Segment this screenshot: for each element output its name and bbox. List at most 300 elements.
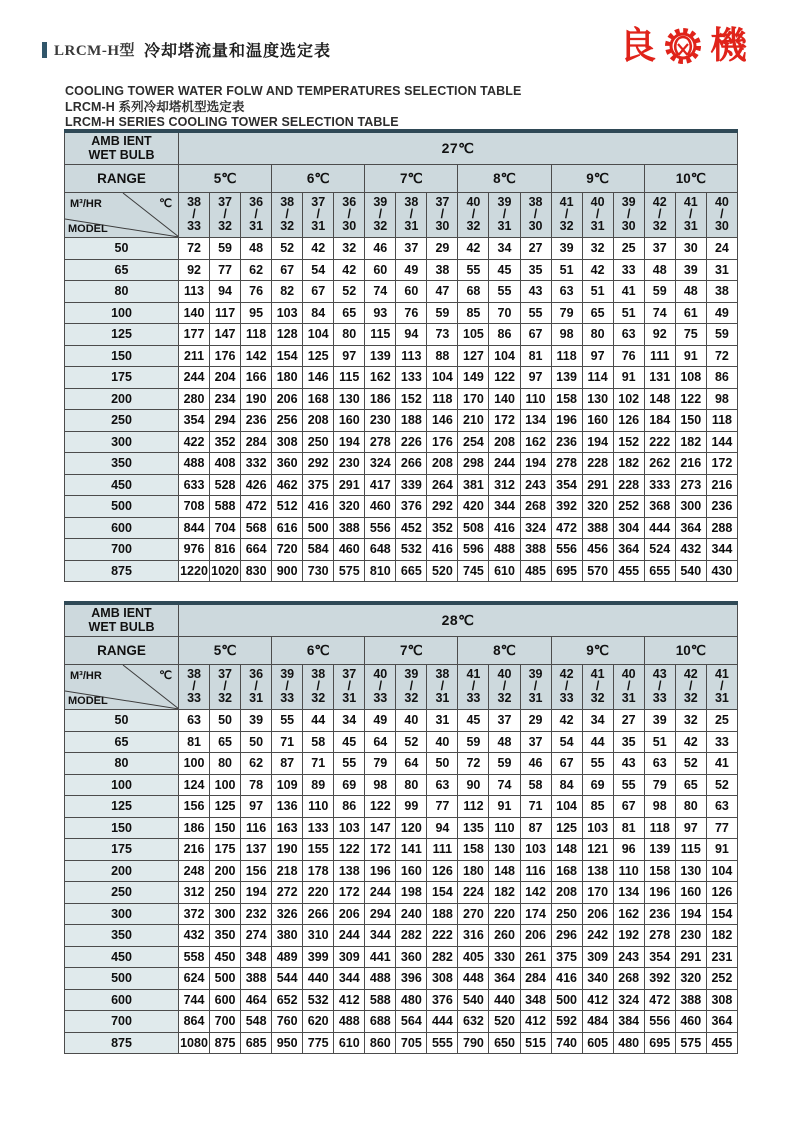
flow-value-cell: 79 [365, 753, 396, 775]
flow-value-cell: 194 [520, 453, 551, 475]
flow-value-cell: 704 [210, 517, 241, 539]
flow-value-cell: 610 [334, 1032, 365, 1054]
celsius-label: ℃ [159, 198, 172, 210]
flow-value-cell: 137 [241, 839, 272, 861]
flow-value-cell: 190 [272, 839, 303, 861]
flow-value-cell: 556 [551, 539, 582, 561]
flow-value-cell: 875 [210, 1032, 241, 1054]
flow-value-cell: 80 [334, 324, 365, 346]
flow-value-cell: 100 [210, 774, 241, 796]
flow-value-cell: 540 [675, 560, 706, 582]
flow-value-cell: 372 [179, 903, 210, 925]
flow-value-cell: 695 [644, 1032, 675, 1054]
flow-value-cell: 252 [706, 968, 737, 990]
temp-pair-cell: 41 / 31 [675, 193, 706, 238]
flow-unit-label: M³/HR [70, 670, 102, 682]
flow-value-cell: 69 [334, 774, 365, 796]
table-row [65, 453, 738, 475]
model-cell: 875 [65, 560, 179, 582]
flow-value-cell: 430 [706, 560, 737, 582]
model-cell: 500 [65, 496, 179, 518]
flow-value-cell: 250 [210, 882, 241, 904]
flow-value-cell: 172 [706, 453, 737, 475]
flow-value-cell: 190 [241, 388, 272, 410]
flow-value-cell: 344 [365, 925, 396, 947]
flow-value-cell: 324 [365, 453, 396, 475]
flow-value-cell: 344 [334, 968, 365, 990]
doc-header [42, 38, 331, 61]
flow-value-cell: 77 [706, 817, 737, 839]
flow-value-cell: 91 [489, 796, 520, 818]
flow-value-cell: 52 [396, 731, 427, 753]
flow-value-cell: 33 [706, 731, 737, 753]
flow-value-cell: 224 [458, 882, 489, 904]
flow-unit-label: M³/HR [70, 198, 102, 210]
table-row [65, 345, 738, 367]
flow-value-cell: 500 [303, 517, 334, 539]
model-cell: 175 [65, 367, 179, 389]
flow-value-cell: 103 [272, 302, 303, 324]
flow-value-cell: 99 [396, 796, 427, 818]
flow-value-cell: 58 [520, 774, 551, 796]
model-cell: 200 [65, 388, 179, 410]
selection-table-27c [64, 129, 738, 582]
temp-pair-cell: 40 / 31 [613, 665, 644, 710]
flow-value-cell: 122 [489, 367, 520, 389]
flow-value-cell: 71 [303, 753, 334, 775]
table-row [65, 710, 738, 732]
flow-value-cell: 291 [334, 474, 365, 496]
flow-value-cell: 37 [489, 710, 520, 732]
temp-pair-cell: 38 / 33 [179, 665, 210, 710]
title-line-en-2: LRCM-H SERIES COOLING TOWER SELECTION TABLE [65, 115, 399, 130]
flow-value-cell: 472 [551, 517, 582, 539]
flow-value-cell: 41 [706, 753, 737, 775]
flow-value-cell: 31 [427, 710, 458, 732]
flow-value-cell: 109 [272, 774, 303, 796]
flow-value-cell: 91 [675, 345, 706, 367]
flow-value-cell: 244 [489, 453, 520, 475]
flow-value-cell: 324 [613, 989, 644, 1011]
flow-value-cell: 39 [675, 259, 706, 281]
flow-value-cell: 462 [272, 474, 303, 496]
flow-value-cell: 127 [458, 345, 489, 367]
flow-value-cell: 864 [179, 1011, 210, 1033]
flow-value-cell: 79 [551, 302, 582, 324]
flow-value-cell: 130 [489, 839, 520, 861]
flow-value-cell: 230 [334, 453, 365, 475]
flow-value-cell: 412 [520, 1011, 551, 1033]
flow-value-cell: 520 [489, 1011, 520, 1033]
flow-value-cell: 520 [427, 560, 458, 582]
flow-value-cell: 228 [613, 474, 644, 496]
flow-value-cell: 376 [427, 989, 458, 1011]
temp-pair-cell: 37 / 32 [210, 665, 241, 710]
flow-value-cell: 91 [706, 839, 737, 861]
flow-value-cell: 304 [613, 517, 644, 539]
range-temperature: 8℃ [458, 165, 551, 193]
selection-table-28c [64, 601, 738, 1054]
flow-value-cell: 230 [675, 925, 706, 947]
flow-value-cell: 268 [520, 496, 551, 518]
flow-value-cell: 450 [210, 946, 241, 968]
flow-value-cell: 45 [489, 259, 520, 281]
flow-value-cell: 126 [706, 882, 737, 904]
flow-value-cell: 236 [551, 431, 582, 453]
temp-pair-cell: 38 / 30 [520, 193, 551, 238]
flow-value-cell: 324 [520, 517, 551, 539]
flow-value-cell: 79 [644, 774, 675, 796]
temp-pair-cell: 42 / 33 [551, 665, 582, 710]
flow-value-cell: 37 [396, 238, 427, 260]
flow-value-cell: 460 [334, 539, 365, 561]
flow-value-cell: 69 [582, 774, 613, 796]
flow-value-cell: 664 [241, 539, 272, 561]
flow-value-cell: 665 [396, 560, 427, 582]
flow-value-cell: 216 [706, 474, 737, 496]
flow-value-cell: 222 [427, 925, 458, 947]
flow-value-cell: 270 [458, 903, 489, 925]
flow-value-cell: 441 [365, 946, 396, 968]
flow-value-cell: 388 [520, 539, 551, 561]
flow-value-cell: 115 [334, 367, 365, 389]
flow-value-cell: 38 [427, 259, 458, 281]
flow-value-cell: 147 [365, 817, 396, 839]
flow-value-cell: 64 [365, 731, 396, 753]
flow-value-cell: 284 [520, 968, 551, 990]
flow-value-cell: 186 [179, 817, 210, 839]
flow-value-cell: 116 [241, 817, 272, 839]
flow-value-cell: 32 [675, 710, 706, 732]
flow-value-cell: 55 [458, 259, 489, 281]
flow-value-cell: 75 [675, 324, 706, 346]
flow-value-cell: 150 [675, 410, 706, 432]
flow-value-cell: 228 [582, 453, 613, 475]
flow-value-cell: 52 [334, 281, 365, 303]
flow-value-cell: 55 [334, 753, 365, 775]
flow-value-cell: 320 [675, 968, 706, 990]
temp-pair-cell: 40 / 33 [365, 665, 396, 710]
flow-value-cell: 146 [303, 367, 334, 389]
flow-value-cell: 63 [644, 753, 675, 775]
flow-value-cell: 154 [427, 882, 458, 904]
gear-icon [663, 26, 703, 66]
flow-value-cell: 104 [706, 860, 737, 882]
flow-value-cell: 570 [582, 560, 613, 582]
flow-value-cell: 388 [675, 989, 706, 1011]
flow-value-cell: 170 [582, 882, 613, 904]
flow-value-cell: 162 [365, 367, 396, 389]
flow-value-cell: 220 [303, 882, 334, 904]
flow-value-cell: 121 [582, 839, 613, 861]
range-temperature: 9℃ [551, 165, 644, 193]
flow-value-cell: 42 [303, 238, 334, 260]
flow-value-cell: 652 [272, 989, 303, 1011]
flow-value-cell: 54 [551, 731, 582, 753]
flow-value-cell: 380 [272, 925, 303, 947]
flow-value-cell: 45 [458, 710, 489, 732]
flow-value-cell: 708 [179, 496, 210, 518]
model-cell: 450 [65, 946, 179, 968]
flow-value-cell: 1080 [179, 1032, 210, 1054]
flow-value-cell: 163 [272, 817, 303, 839]
temp-pair-cell: 38 / 32 [303, 665, 334, 710]
flow-value-cell: 610 [489, 560, 520, 582]
doc-title-zh: 冷却塔流量和温度选定表 [144, 43, 332, 60]
flow-value-cell: 175 [210, 839, 241, 861]
flow-value-cell: 600 [210, 989, 241, 1011]
model-cell: 500 [65, 968, 179, 990]
flow-value-cell: 63 [706, 796, 737, 818]
flow-value-cell: 103 [520, 839, 551, 861]
flow-value-cell: 133 [303, 817, 334, 839]
flow-value-cell: 67 [520, 324, 551, 346]
range-temperature: 8℃ [458, 637, 551, 665]
flow-value-cell: 50 [241, 731, 272, 753]
model-cell: 125 [65, 324, 179, 346]
flow-value-cell: 860 [365, 1032, 396, 1054]
flow-value-cell: 310 [303, 925, 334, 947]
flow-value-cell: 444 [427, 1011, 458, 1033]
flow-value-cell: 900 [272, 560, 303, 582]
flow-value-cell: 332 [241, 453, 272, 475]
flow-value-cell: 730 [303, 560, 334, 582]
flow-value-cell: 456 [582, 539, 613, 561]
flow-value-cell: 375 [551, 946, 582, 968]
flow-value-cell: 950 [272, 1032, 303, 1054]
flow-value-cell: 158 [458, 839, 489, 861]
temp-pair-cell: 40 / 31 [582, 193, 613, 238]
model-cell: 150 [65, 817, 179, 839]
flow-value-cell: 440 [303, 968, 334, 990]
flow-value-cell: 55 [613, 774, 644, 796]
flow-value-cell: 43 [520, 281, 551, 303]
wet-bulb-temperature: 28℃ [179, 603, 738, 637]
flow-value-cell: 291 [675, 946, 706, 968]
table-row [65, 860, 738, 882]
flow-value-cell: 184 [644, 410, 675, 432]
temp-pair-cell: 39 / 33 [272, 665, 303, 710]
model-cell: 350 [65, 453, 179, 475]
temp-pair-cell: 42 / 32 [675, 665, 706, 710]
flow-value-cell: 976 [179, 539, 210, 561]
flow-value-cell: 78 [241, 774, 272, 796]
flow-value-cell: 92 [644, 324, 675, 346]
flow-value-cell: 432 [675, 539, 706, 561]
flow-value-cell: 130 [334, 388, 365, 410]
flow-value-cell: 92 [179, 259, 210, 281]
flow-value-cell: 46 [365, 238, 396, 260]
flow-value-cell: 620 [303, 1011, 334, 1033]
flow-value-cell: 68 [458, 281, 489, 303]
table-row [65, 496, 738, 518]
temp-pair-cell: 40 / 32 [489, 665, 520, 710]
flow-value-cell: 62 [241, 259, 272, 281]
temp-pair-cell: 39 / 31 [489, 193, 520, 238]
wet-bulb-temperature: 27℃ [179, 131, 738, 165]
flow-value-cell: 231 [706, 946, 737, 968]
flow-value-cell: 309 [582, 946, 613, 968]
flow-value-cell: 354 [644, 946, 675, 968]
flow-value-cell: 208 [427, 453, 458, 475]
flow-value-cell: 76 [613, 345, 644, 367]
flow-value-cell: 59 [489, 753, 520, 775]
flow-value-cell: 354 [551, 474, 582, 496]
flow-value-cell: 480 [396, 989, 427, 1011]
flow-value-cell: 130 [582, 388, 613, 410]
flow-value-cell: 154 [706, 903, 737, 925]
flow-value-cell: 260 [489, 925, 520, 947]
flow-value-cell: 81 [520, 345, 551, 367]
flow-value-cell: 39 [551, 238, 582, 260]
flow-value-cell: 208 [303, 410, 334, 432]
flow-value-cell: 118 [644, 817, 675, 839]
flow-value-cell: 844 [179, 517, 210, 539]
flow-value-cell: 67 [551, 753, 582, 775]
flow-value-cell: 51 [613, 302, 644, 324]
flow-value-cell: 148 [489, 860, 520, 882]
flow-value-cell: 47 [427, 281, 458, 303]
flow-value-cell: 588 [365, 989, 396, 1011]
table-row [65, 839, 738, 861]
flow-value-cell: 25 [706, 710, 737, 732]
flow-value-cell: 333 [644, 474, 675, 496]
flow-value-cell: 515 [520, 1032, 551, 1054]
flow-value-cell: 298 [458, 453, 489, 475]
flow-value-cell: 364 [613, 539, 644, 561]
flow-value-cell: 375 [303, 474, 334, 496]
flow-value-cell: 489 [272, 946, 303, 968]
flow-value-cell: 116 [520, 860, 551, 882]
flow-value-cell: 416 [551, 968, 582, 990]
range-temperature: 5℃ [179, 165, 272, 193]
flow-value-cell: 282 [427, 946, 458, 968]
flow-value-cell: 58 [303, 731, 334, 753]
flow-value-cell: 685 [241, 1032, 272, 1054]
flow-value-cell: 422 [179, 431, 210, 453]
flow-value-cell: 72 [179, 238, 210, 260]
flow-value-cell: 208 [489, 431, 520, 453]
temp-pair-cell: 38 / 31 [427, 665, 458, 710]
logo-char-right: 機 [710, 25, 747, 67]
flow-value-cell: 544 [272, 968, 303, 990]
flow-value-cell: 234 [210, 388, 241, 410]
flow-value-cell: 118 [706, 410, 737, 432]
flow-value-cell: 455 [613, 560, 644, 582]
range-temperature: 10℃ [644, 165, 737, 193]
flow-value-cell: 135 [458, 817, 489, 839]
table-row [65, 903, 738, 925]
flow-value-cell: 60 [365, 259, 396, 281]
model-cell: 175 [65, 839, 179, 861]
flow-value-cell: 90 [458, 774, 489, 796]
flow-value-cell: 508 [458, 517, 489, 539]
flow-value-cell: 105 [458, 324, 489, 346]
flow-value-cell: 100 [179, 753, 210, 775]
flow-value-cell: 63 [551, 281, 582, 303]
flow-value-cell: 254 [458, 431, 489, 453]
flow-value-cell: 126 [427, 860, 458, 882]
range-temperature: 6℃ [272, 165, 365, 193]
flow-value-cell: 130 [675, 860, 706, 882]
flow-value-cell: 236 [706, 496, 737, 518]
flow-value-cell: 172 [489, 410, 520, 432]
flow-value-cell: 82 [272, 281, 303, 303]
flow-value-cell: 76 [396, 302, 427, 324]
flow-value-cell: 54 [303, 259, 334, 281]
flow-value-cell: 348 [520, 989, 551, 1011]
ambient-wet-bulb-label: AMB IENT WET BULB [65, 131, 179, 165]
flow-value-cell: 97 [675, 817, 706, 839]
flow-value-cell: 98 [551, 324, 582, 346]
flow-value-cell: 48 [241, 238, 272, 260]
table-row [65, 731, 738, 753]
flow-value-cell: 104 [551, 796, 582, 818]
table-row [65, 968, 738, 990]
flow-value-cell: 84 [303, 302, 334, 324]
flow-value-cell: 55 [582, 753, 613, 775]
flow-value-cell: 85 [458, 302, 489, 324]
flow-value-cell: 118 [427, 388, 458, 410]
flow-value-cell: 59 [427, 302, 458, 324]
flow-value-cell: 500 [210, 968, 241, 990]
flow-value-cell: 198 [396, 882, 427, 904]
flow-value-cell: 65 [582, 302, 613, 324]
flow-value-cell: 300 [675, 496, 706, 518]
range-temperature: 7℃ [365, 637, 458, 665]
flow-value-cell: 1220 [179, 560, 210, 582]
flow-value-cell: 49 [365, 710, 396, 732]
flow-value-cell: 194 [334, 431, 365, 453]
doc-model-tag: LRCM-H型 [54, 43, 135, 59]
flow-value-cell: 33 [613, 259, 644, 281]
flow-value-cell: 31 [706, 259, 737, 281]
flow-value-cell: 49 [396, 259, 427, 281]
model-cell: 250 [65, 882, 179, 904]
flow-value-cell: 117 [210, 302, 241, 324]
flow-value-cell: 548 [241, 1011, 272, 1033]
flow-value-cell: 344 [489, 496, 520, 518]
flow-value-cell: 160 [334, 410, 365, 432]
flow-value-cell: 655 [644, 560, 675, 582]
flow-value-cell: 700 [210, 1011, 241, 1033]
flow-value-cell: 115 [365, 324, 396, 346]
range-label: RANGE [65, 165, 179, 193]
flow-value-cell: 122 [675, 388, 706, 410]
flow-value-cell: 320 [334, 496, 365, 518]
flow-value-cell: 88 [427, 345, 458, 367]
flow-value-cell: 40 [427, 731, 458, 753]
flow-value-cell: 384 [613, 1011, 644, 1033]
flow-value-cell: 74 [489, 774, 520, 796]
flow-value-cell: 144 [706, 431, 737, 453]
flow-value-cell: 134 [613, 882, 644, 904]
flow-value-cell: 61 [675, 302, 706, 324]
flow-value-cell: 206 [520, 925, 551, 947]
flow-value-cell: 243 [613, 946, 644, 968]
flow-value-cell: 139 [551, 367, 582, 389]
flow-value-cell: 138 [582, 860, 613, 882]
model-cell: 200 [65, 860, 179, 882]
flow-value-cell: 588 [210, 496, 241, 518]
temp-pair-cell: 37 / 30 [427, 193, 458, 238]
flow-value-cell: 87 [272, 753, 303, 775]
flow-value-cell: 59 [644, 281, 675, 303]
flow-value-cell: 104 [303, 324, 334, 346]
flow-value-cell: 118 [241, 324, 272, 346]
flow-value-cell: 133 [396, 367, 427, 389]
flow-value-cell: 96 [613, 839, 644, 861]
